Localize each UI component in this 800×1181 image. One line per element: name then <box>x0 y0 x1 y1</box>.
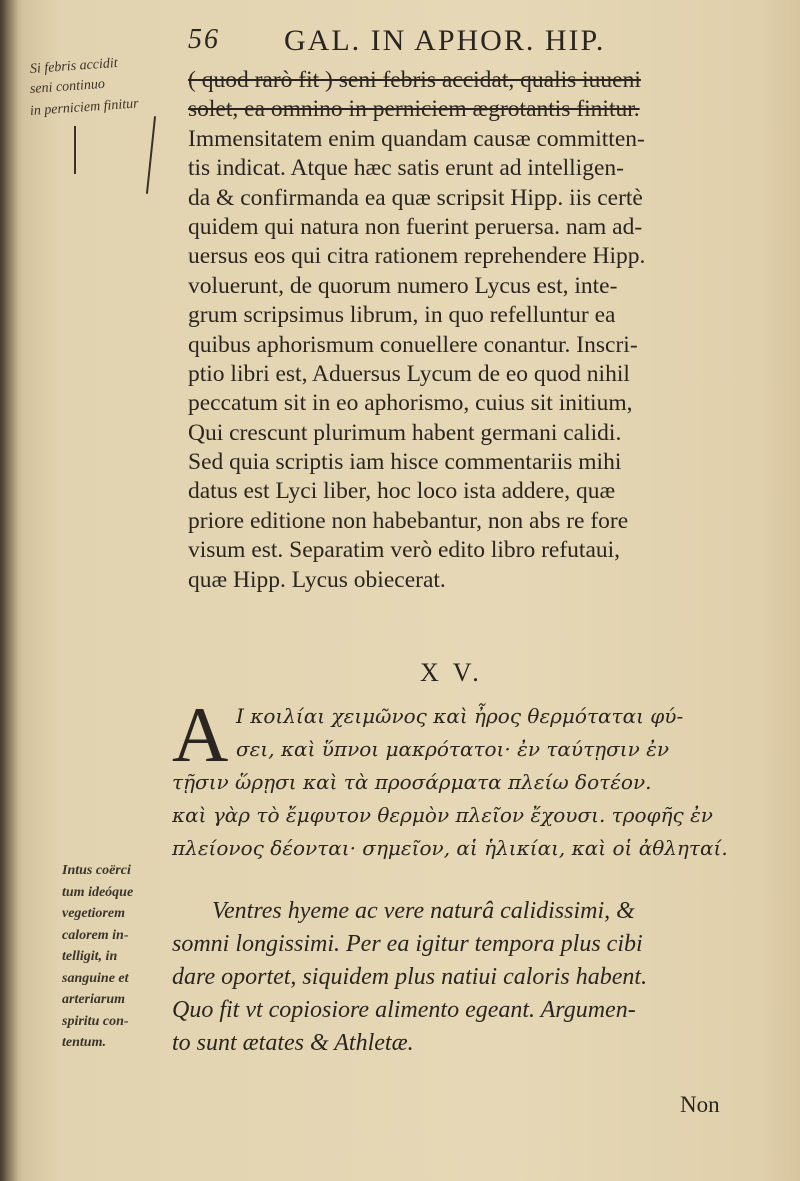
text-line: tis indicat. Atque hæc satis erunt ad intelligen- <box>188 155 624 182</box>
text-line: quidem qui natura non fuerint peruersa. nam ad- <box>188 213 643 240</box>
greek-line: πλείονος δέονται· σημεῖον, αἱ ἡλικίαι, καὶ οἱ ἀθληταί. <box>172 836 728 860</box>
margin-note <box>62 860 172 1054</box>
running-title: GAL. IN APHOR. HIP. <box>284 24 606 57</box>
text-line: grum scripsimus librum, in quo refelluntur ea <box>188 302 616 329</box>
text-line: priore editione non habebantur, non abs re fore <box>188 507 629 534</box>
greek-line: σει, καὶ ὕπνοι μακρότατοι· ἐν ταύτῃσιν ἐν <box>236 737 670 761</box>
text-line: solet, ea omnino in perniciem ægrotantis finitur. <box>188 96 640 123</box>
greek-aphorism <box>172 691 772 865</box>
drop-cap: A <box>172 691 229 778</box>
latin-line: Quo fit vt copiosiore alimento egeant. Argumen- <box>172 997 636 1023</box>
text-line: Qui crescunt plurimum habent germani calidi. <box>188 419 622 446</box>
section-number: X V. <box>420 658 483 687</box>
text-line: quibus aphorismum conuellere conantur. Inscri- <box>188 331 638 358</box>
gutter-shadow <box>0 0 18 1181</box>
latin-translation <box>172 895 772 1060</box>
text-line: Sed quia scriptis iam hisce commentariis mihi <box>188 449 622 476</box>
commentary-text <box>188 66 768 595</box>
greek-line: τῇσιν ὥρῃσι καὶ τὰ προσάρματα πλείω δοτέον. <box>172 770 652 794</box>
page-header <box>180 22 720 62</box>
text-line: ptio libri est, Aduersus Lycum de eo quod nihil <box>188 360 630 387</box>
text-line: datus est Lyci liber, hoc loco ista addere, quæ <box>188 478 616 505</box>
manuscript-note-line: seni continuo <box>29 76 106 97</box>
page-number: 56 <box>188 24 220 55</box>
text-line: peccatum sit in eo aphorismo, cuius sit initium, <box>188 390 633 417</box>
text-line: visum est. Separatim verò edito libro refutaui, <box>188 537 621 564</box>
manuscript-note-line: Si febris accidit <box>29 55 119 77</box>
greek-line: Ι κοιλίαι χειμῶνος καὶ ἦρος θερμόταται φύ- <box>236 704 684 728</box>
latin-line: Ventres hyeme ac vere naturâ calidissimi, & <box>212 898 635 924</box>
margin-note-line: vegetiorem <box>62 906 125 921</box>
margin-note-line: Intus coërci <box>62 863 131 878</box>
latin-line: to sunt ætates & Athletæ. <box>172 1030 414 1056</box>
margin-note-line: calorem in- <box>62 927 129 943</box>
margin-note-line: tum ideóque <box>62 884 134 900</box>
manuscript-note-line: in perniciem finitur <box>29 96 140 119</box>
margin-note-line: telligit, in <box>62 949 118 964</box>
catchword: Non <box>680 1092 720 1117</box>
text-line: quæ Hipp. Lycus obiecerat. <box>188 566 446 593</box>
manuscript-stroke <box>146 116 156 194</box>
latin-line: dare oportet, siquidem plus natiui caloris habent. <box>172 964 648 990</box>
text-line: uersus eos qui citra rationem reprehendere Hipp. <box>188 243 646 270</box>
margin-note-line: spiritu con- <box>62 1013 129 1029</box>
margin-note-line: sanguine et <box>62 970 129 986</box>
text-line: ( quod rarò fit ) seni febris accidat, qualis iuueni <box>188 67 641 93</box>
greek-line: καὶ γὰρ τὸ ἔμφυτον θερμὸν πλεῖον ἔχουσι. τροφῆς ἐν <box>172 803 713 827</box>
latin-line: somni longissimi. Per ea igitur tempora plus cibi <box>172 931 643 957</box>
margin-note-line: tentum. <box>62 1035 106 1050</box>
text-line: voluerunt, de quorum numero Lycus est, inte- <box>188 272 618 299</box>
text-line: da & confirmanda ea quæ scripsit Hipp. iis certè <box>188 184 643 211</box>
manuscript-stroke <box>74 126 76 174</box>
text-line: Immensitatem enim quandam causæ committen- <box>188 125 645 152</box>
margin-note-line: arteriarum <box>62 992 126 1007</box>
